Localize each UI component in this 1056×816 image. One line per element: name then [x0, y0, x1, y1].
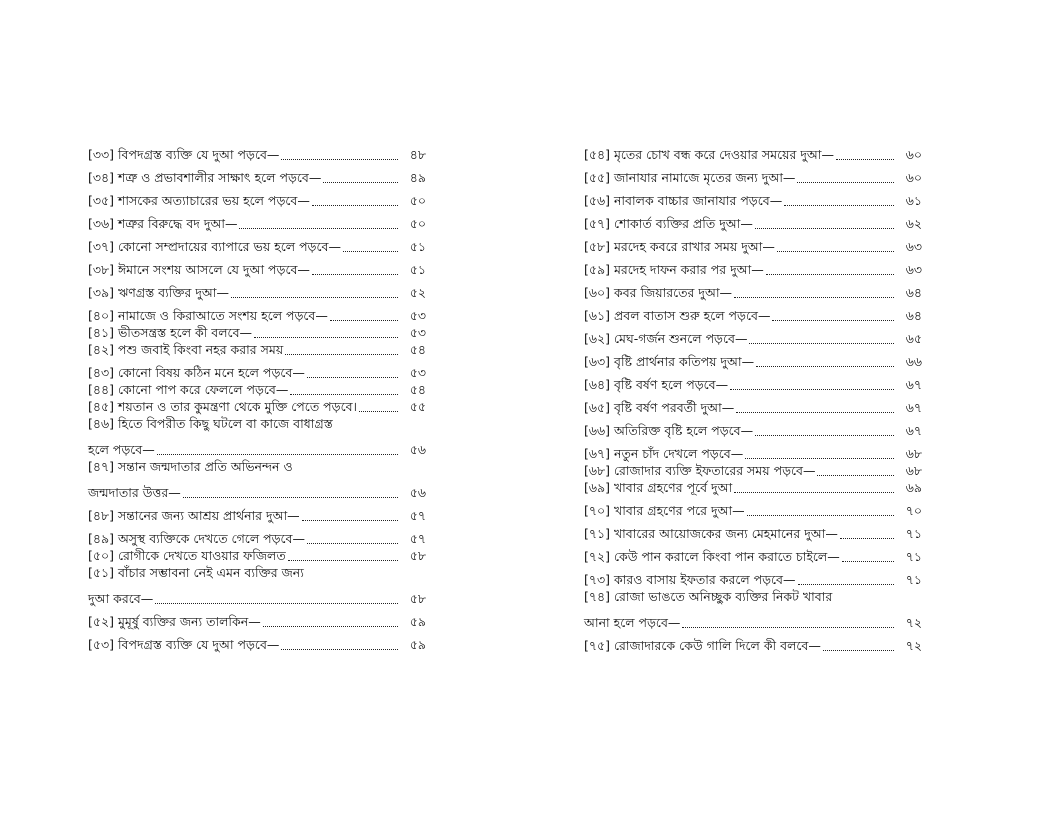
toc-entry-title: [৫০] রোগীকে দেখতে যাওয়ার ফজিলত [88, 548, 286, 563]
toc-page-number: ৫৭ [409, 508, 426, 523]
dot-leader [766, 273, 894, 275]
toc-entry [88, 255, 426, 278]
toc-entry [584, 605, 922, 631]
toc-entry-first-line [88, 564, 426, 581]
toc-entry [88, 209, 426, 232]
toc-entry [88, 581, 426, 607]
toc-entry [584, 324, 922, 347]
dot-leader [784, 204, 894, 206]
toc-page-number: ৫৫ [409, 399, 426, 414]
dot-leader [254, 336, 398, 338]
dot-leader [312, 204, 398, 206]
dot-leader [756, 365, 894, 367]
dot-leader [840, 537, 894, 539]
toc-entry [88, 381, 426, 398]
dot-leader [239, 227, 398, 229]
toc-entry-title: [৭১] খাবারের আয়োজকের জন্য মেহমানের দুআ— [584, 526, 838, 541]
toc-entry [584, 347, 922, 370]
dot-leader [330, 319, 398, 321]
toc-entry-title: [৪৩] কোনো বিষয় কঠিন মনে হলে পড়বে— [88, 365, 305, 380]
toc-page-number: ৫৮ [409, 591, 426, 606]
toc-entry-title: দুআ করবে— [88, 591, 154, 606]
toc-entry-title: [৫৭] শোকার্ত ব্যক্তির প্রতি দুআ— [584, 216, 753, 231]
toc-entry-title: [৬৮] রোজাদার ব্যক্তি ইফতারের সময় পড়বে— [584, 463, 816, 478]
toc-entry [584, 542, 922, 565]
toc-entry-title: [৭৩] কারও বাসায় ইফতার করলে পড়বে— [584, 572, 796, 587]
toc-entry-title: [৩৫] শাসকের অত্যাচারের ভয় হলে পড়বে— [88, 193, 310, 208]
dot-leader [323, 181, 398, 183]
toc-page-number: ৬৮ [905, 446, 922, 461]
toc-page-number: ৫২ [409, 285, 426, 300]
toc-entry-title: [৬০] কবর জিয়ারতের দুআ— [584, 285, 733, 300]
toc-entry [584, 255, 922, 278]
dot-leader [747, 514, 894, 516]
toc-entry-title: [৭২] কেউ পান করালে কিংবা পান করাতে চাইলে— [584, 549, 840, 564]
dot-leader [836, 158, 894, 160]
toc-entry [584, 209, 922, 232]
toc-entry-title: [৪০] নামাজে ও কিরাআতে সংশয় হলে পড়বে— [88, 308, 328, 323]
dot-leader [734, 296, 894, 298]
toc-entry [584, 565, 922, 588]
toc-entry-first-line [584, 588, 922, 605]
toc-entry [88, 232, 426, 255]
dot-leader [755, 434, 894, 436]
toc-entry [88, 398, 426, 415]
toc-entry [584, 462, 922, 479]
toc-page-number: ৭১ [905, 572, 922, 587]
toc-page-number: ৫৬ [409, 485, 426, 500]
toc-entry [88, 432, 426, 458]
toc-page-number: ৬২ [905, 216, 922, 231]
toc-page-number: ৬৭ [905, 423, 922, 438]
toc-page-number: ৫৪ [409, 342, 426, 357]
toc-entry [88, 475, 426, 501]
toc-entry-title: [৩৩] বিপদগ্রস্ত ব্যক্তি যে দুআ পড়বে— [88, 147, 280, 162]
toc-entry-title: [৪৭] সন্তান জন্মদাতার প্রতি অভিনন্দন ও [88, 459, 293, 474]
toc-entry [88, 301, 426, 324]
toc-entry-title: [৪৫] শয়তান ও তার কুমন্ত্রণা থেকে মুক্তি পেতে পড়বে। [88, 399, 358, 414]
toc-entry [88, 278, 426, 301]
toc-page-number: ৬৬ [905, 354, 922, 369]
toc-entry [584, 439, 922, 462]
toc-entry-title: হলে পড়বে— [88, 442, 155, 457]
toc-page-number: ৫৯ [409, 614, 426, 629]
toc-page-number: ৫৭ [409, 531, 426, 546]
toc-entry [584, 479, 922, 496]
toc-entry-title: [৭৪] রোজা ভাঙতে অনিচ্ছুক ব্যক্তির নিকট খাবার [584, 589, 833, 604]
dot-leader [183, 496, 398, 498]
toc-entry-title: [৫৬] নাবালক বাচ্চার জানাযার পড়বে— [584, 193, 783, 208]
dot-leader [682, 626, 894, 628]
toc-page-number: ৫৩ [409, 365, 426, 380]
toc-entry-title: [৩৭] কোনো সম্প্রদায়ের ব্যাপারে ভয় হলে পড়বে— [88, 239, 341, 254]
toc-left-column [88, 140, 426, 653]
toc-page-number: ৭২ [905, 638, 922, 653]
dot-leader [288, 559, 398, 561]
toc-entry-first-line [88, 415, 426, 432]
toc-entry [584, 519, 922, 542]
toc-entry-first-line [88, 458, 426, 475]
toc-entry [584, 278, 922, 301]
toc-entry [584, 163, 922, 186]
toc-entry-title: [৬৯] খাবার গ্রহণের পূর্বে দুআ [584, 480, 733, 495]
dot-leader [281, 648, 398, 650]
toc-entry [88, 324, 426, 341]
toc-entry-title: [৫২] মুমূর্ষু ব্যক্তির জন্য তালকিন— [88, 614, 261, 629]
dot-leader [281, 158, 398, 160]
toc-page-number: ৫৪ [409, 382, 426, 397]
dot-leader [307, 376, 398, 378]
dot-leader [290, 393, 398, 395]
dot-leader [359, 410, 398, 412]
dot-leader [823, 649, 894, 651]
toc-entry [88, 607, 426, 630]
dot-leader [157, 453, 398, 455]
dot-leader [263, 625, 398, 627]
toc-entry [88, 501, 426, 524]
dot-leader [755, 227, 894, 229]
toc-page-number: ৬৫ [905, 331, 922, 346]
toc-entry [88, 140, 426, 163]
dot-leader [302, 519, 398, 521]
toc-entry-title: [৬১] প্রবল বাতাস শুরু হলে পড়বে— [584, 308, 771, 323]
dot-leader [736, 411, 894, 413]
toc-entry-title: [৩৬] শত্রুর বিরুদ্ধে বদ দুআ— [88, 216, 238, 231]
toc-entry [88, 163, 426, 186]
toc-entry-title: [৬৪] বৃষ্টি বর্ষণ হলে পড়বে— [584, 377, 729, 392]
toc-page-number: ৫১ [409, 239, 426, 254]
dot-leader [231, 296, 398, 298]
toc-entry [584, 232, 922, 255]
toc-entry-title: [৬৭] নতুন চাঁদ দেখলে পড়বে— [584, 446, 744, 461]
toc-page-number: ৬০ [905, 147, 922, 162]
toc-entry [88, 630, 426, 653]
toc-entry [88, 547, 426, 564]
toc-page-number: ৬৪ [905, 285, 922, 300]
toc-page-number: ৬৮ [905, 463, 922, 478]
toc-entry-title: [৫১] বাঁচার সম্ভাবনা নেই এমন ব্যক্তির জন্য [88, 565, 304, 580]
toc-page-number: ৫৬ [409, 442, 426, 457]
toc-entry-title: [৫৪] মৃতের চোখ বন্ধ করে দেওয়ার সময়ের দুআ— [584, 147, 834, 162]
dot-leader [285, 353, 398, 355]
dot-leader [312, 273, 398, 275]
toc-entry-title: জন্মদাতার উত্তর— [88, 485, 181, 500]
toc-entry-title: [৬৫] বৃষ্টি বর্ষণ পরবর্তী দুআ— [584, 400, 735, 415]
toc-entry [88, 524, 426, 547]
toc-page-number: ৭০ [905, 503, 922, 518]
toc-entry-title: [৭৫] রোজাদারকে কেউ গালি দিলে কী বলবে— [584, 638, 821, 653]
toc-page-number: ৬১ [905, 193, 922, 208]
toc-page-number: ৬৯ [905, 480, 922, 495]
toc-entry-title: [৩৮] ঈমানে সংশয় আসলে যে দুআ পড়বে— [88, 262, 310, 277]
toc-page-number: ৫১ [409, 262, 426, 277]
toc-entry-title: [৪১] ভীতসন্ত্রস্ত হলে কী বলবে— [88, 325, 253, 340]
toc-page-number: ৬৭ [905, 400, 922, 415]
toc-page-number: ৬৩ [905, 239, 922, 254]
toc-entry-title: [৪৯] অসুস্থ ব্যক্তিকে দেখতে গেলে পড়বে— [88, 531, 306, 546]
toc-entry-title: [৪৬] হিতে বিপরীত কিছু ঘটলে বা কাজে বাধাগ্রস্ত [88, 416, 333, 431]
toc-page-number: ৭২ [905, 615, 922, 630]
toc-page-number: ৫৮ [409, 548, 426, 563]
dot-leader [155, 602, 398, 604]
toc-page-number: ৬৩ [905, 262, 922, 277]
dot-leader [745, 457, 894, 459]
toc-page-number: ৭১ [905, 526, 922, 541]
toc-entry [88, 341, 426, 358]
toc-entry-title: [৭০] খাবার গ্রহণের পরে দুআ— [584, 503, 745, 518]
toc-page-number: ৫০ [409, 216, 426, 231]
toc-page-number: ৬৪ [905, 308, 922, 323]
toc-page-number: ৭১ [905, 549, 922, 564]
toc-entry-title: [৫৩] বিপদগ্রস্ত ব্যক্তি যে দুআ পড়বে— [88, 637, 280, 652]
toc-entry-title: [৫৮] মরদেহ কবরে রাখার সময় দুআ— [584, 239, 775, 254]
toc-entry [584, 496, 922, 519]
toc-page-number: ৪৯ [409, 170, 426, 185]
dot-leader [817, 474, 894, 476]
dot-leader [797, 181, 894, 183]
dot-leader [734, 491, 894, 493]
toc-entry-title: [৪৪] কোনো পাপ করে ফেললে পড়বে— [88, 382, 289, 397]
toc-entry [584, 393, 922, 416]
toc-page-number: ৫৩ [409, 308, 426, 323]
dot-leader [798, 583, 894, 585]
toc-entry-title: আনা হলে পড়বে— [584, 615, 681, 630]
toc-page-number: ৪৮ [409, 147, 426, 162]
dot-leader [343, 250, 398, 252]
toc-entry [584, 301, 922, 324]
dot-leader [842, 560, 894, 562]
toc-entry-title: [৩৪] শত্রু ও প্রভাবশালীর সাক্ষাৎ হলে পড়বে— [88, 170, 322, 185]
toc-entry [584, 416, 922, 439]
dot-leader [730, 388, 894, 390]
dot-leader [772, 319, 894, 321]
toc-entry [584, 370, 922, 393]
toc-entry-title: [৬৬] অতিরিক্ত বৃষ্টি হলে পড়বে— [584, 423, 754, 438]
toc-page-number: ৫৩ [409, 325, 426, 340]
toc-entry [88, 358, 426, 381]
toc-right-column [584, 140, 922, 654]
toc-entry-title: [৩৯] ঋণগ্রস্ত ব্যক্তির দুআ— [88, 285, 229, 300]
toc-page-number: ৫০ [409, 193, 426, 208]
toc-page-number: ৫৯ [409, 637, 426, 652]
dot-leader [307, 542, 398, 544]
toc-entry [584, 631, 922, 654]
toc-entry [88, 186, 426, 209]
dot-leader [777, 250, 894, 252]
toc-page-number: ৬০ [905, 170, 922, 185]
toc-entry-title: [৫৫] জানাযার নামাজে মৃতের জন্য দুআ— [584, 170, 796, 185]
dot-leader [749, 342, 894, 344]
toc-entry-title: [৬২] মেঘ-গর্জন শুনলে পড়বে— [584, 331, 748, 346]
toc-entry-title: [৫৯] মরদেহ দাফন করার পর দুআ— [584, 262, 764, 277]
toc-page-number: ৬৭ [905, 377, 922, 392]
toc-entry-title: [৬৩] বৃষ্টি প্রার্থনার কতিপয় দুআ— [584, 354, 755, 369]
toc-entry-title: [৪৮] সন্তানের জন্য আশ্রয় প্রার্থনার দুআ— [88, 508, 300, 523]
toc-entry [584, 140, 922, 163]
toc-entry-title: [৪২] পশু জবাই কিংবা নহর করার সময় [88, 342, 284, 357]
toc-entry [584, 186, 922, 209]
